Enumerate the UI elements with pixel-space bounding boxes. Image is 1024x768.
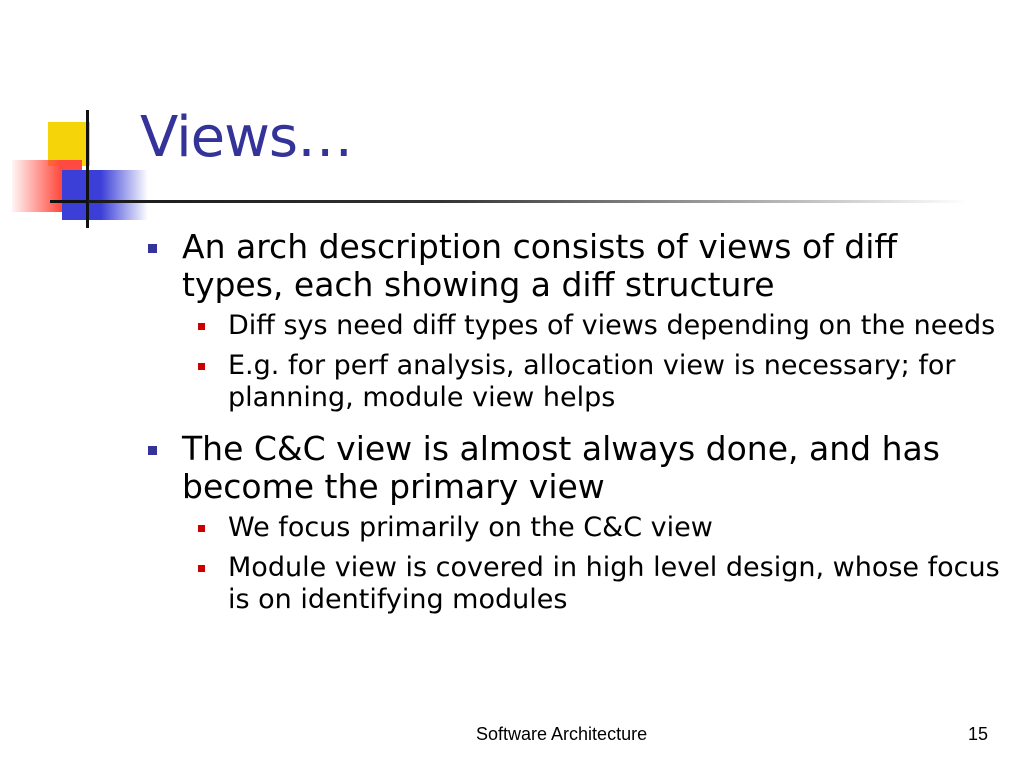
corner-decoration: [0, 100, 150, 230]
sub-bullet-list: [140, 512, 1000, 616]
bullet-text: The C&C view is almost always done, and has become the primary view: [182, 429, 940, 506]
slide-title: Views…: [140, 105, 353, 170]
sub-bullet-text: Module view is covered in high level design, whose focus is on identifying modules: [228, 552, 1000, 615]
sub-bullet-item: [140, 310, 1000, 342]
sub-bullet-item: [140, 552, 1000, 616]
square-bullet-icon: [198, 565, 205, 572]
square-bullet-icon: [198, 323, 205, 330]
slide-content: [140, 228, 1000, 632]
vertical-line-decoration: [86, 110, 89, 228]
sub-bullet-item: [140, 350, 1000, 414]
sub-bullet-item: [140, 512, 1000, 544]
bullet-item: [140, 228, 1000, 304]
square-bullet-icon: [198, 525, 205, 532]
square-bullet-icon: [148, 244, 157, 253]
blue-square-decoration: [62, 170, 148, 220]
bullet-item: [140, 430, 1000, 506]
title-underline: [88, 200, 968, 203]
footer-title: Software Architecture: [476, 724, 648, 744]
sub-bullet-text: We focus primarily on the C&C view: [228, 512, 713, 543]
bullet-text: An arch description consists of views of diff types, each showing a diff structure: [182, 227, 898, 304]
sub-bullet-list: [140, 310, 1000, 414]
sub-bullet-text: E.g. for perf analysis, allocation view is necessary; for planning, module view helps: [228, 350, 956, 413]
square-bullet-icon: [198, 363, 205, 370]
sub-bullet-text: Diff sys need diff types of views depending on the needs: [228, 310, 996, 341]
slide-number: 15: [968, 724, 989, 744]
square-bullet-icon: [148, 446, 157, 455]
